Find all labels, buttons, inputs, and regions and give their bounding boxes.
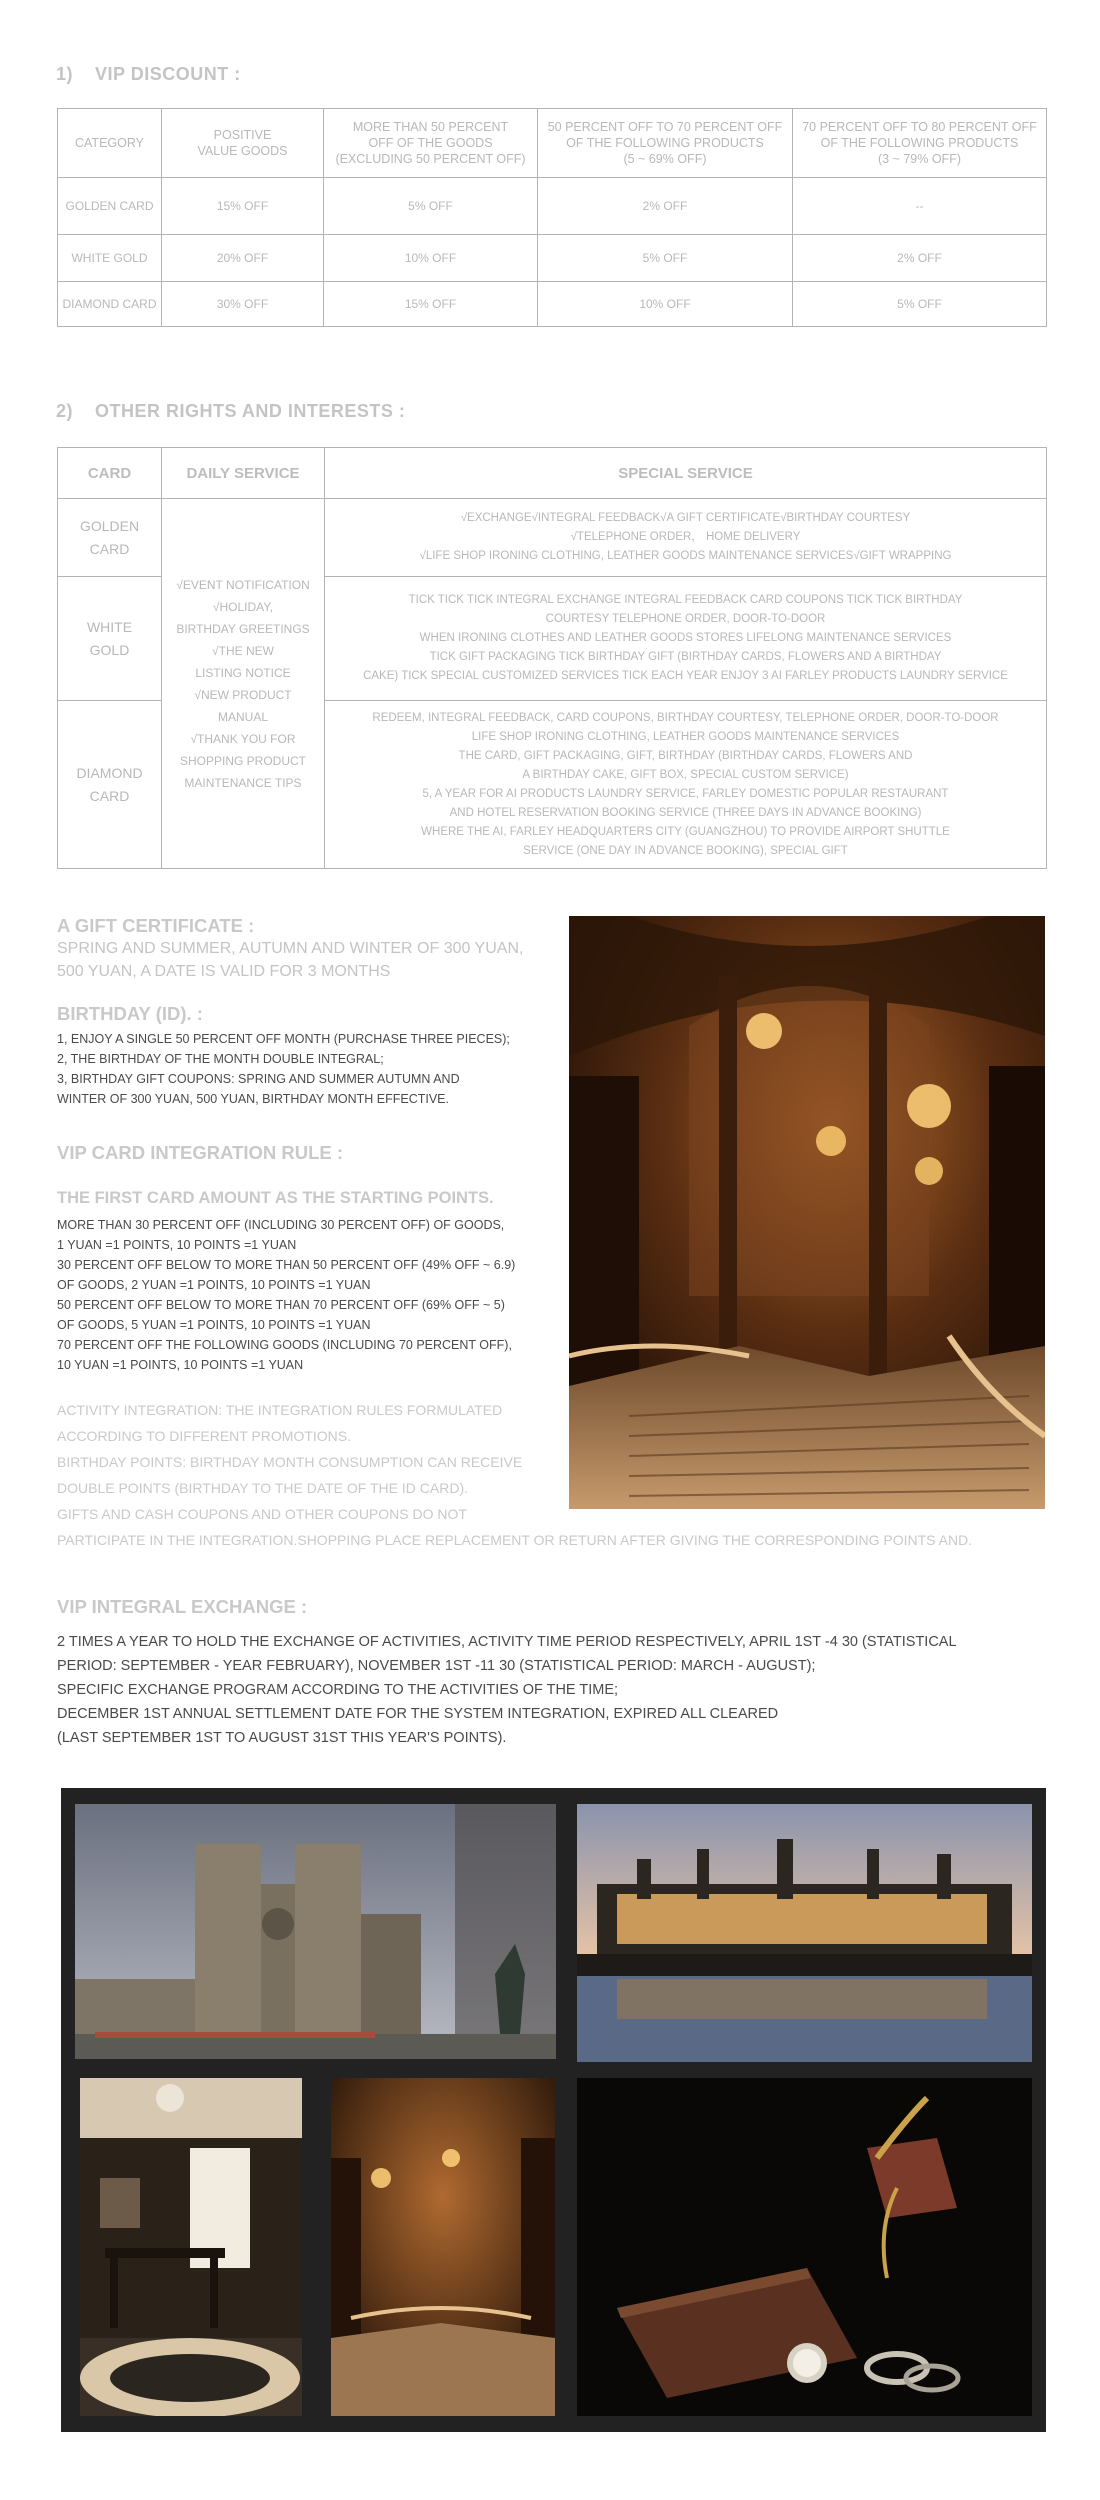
table-cell: 10% OFF bbox=[538, 282, 793, 327]
section-number: 1) bbox=[56, 64, 74, 84]
integral-exchange-title: VIP INTEGRAL EXCHANGE : bbox=[57, 1596, 308, 1617]
section-title: VIP DISCOUNT : bbox=[95, 64, 241, 84]
opera-staircase-photo bbox=[569, 916, 1045, 1509]
table-header-row bbox=[58, 109, 1047, 178]
integral-exchange-text: 2 TIMES A YEAR TO HOLD THE EXCHANGE OF ACTIVITIES, ACTIVITY TIME PERIOD RESPECTIVELY, APRIL 1ST -4 30 (STATISTICAL PERIOD: SEPTEMBER - YEAR FEBRUARY), NOVEMBER 1ST -11 30 (STATISTICAL PERIOD: MARCH - AUGUST); SPECIFIC EXCHANGE PROGRAM ACCORDING TO THE ACTIVITIES OF THE TIME; DECEMBER 1ST ANNUAL SETTLEMENT DATE FOR THE SYSTEM INTEGRATION, EXPIRED ALL CLEARED (LAST SEPTEMBER 1ST TO AUGUST 31ST THIS YEAR'S POINTS). bbox=[57, 1634, 957, 1746]
other-rights-heading bbox=[56, 401, 405, 422]
table-cell: 20% OFF bbox=[162, 235, 324, 282]
still-life-illustration bbox=[577, 2078, 1032, 2416]
table-header-cell: 70 PERCENT OFF TO 80 PERCENT OFF OF THE FOLLOWING PRODUCTS (3 ~ 79% OFF) bbox=[793, 109, 1047, 178]
opera-small-illustration bbox=[331, 2078, 555, 2416]
special-service-cell: TICK TICK TICK INTEGRAL EXCHANGE INTEGRAL FEEDBACK CARD COUPONS TICK TICK BIRTHDAY COURTESY TELEPHONE ORDER, DOOR-TO-DOOR WHEN IRONING CLOTHES AND LEATHER GOODS STORES LIFELONG MAINTENANCE SERVICES TICK GIFT PACKAGING TICK BIRTHDAY GIFT (BIRTHDAY CARDS, FLOWERS AND A BIRTHDAY CAKE) TICK SPECIAL CUSTOMIZED SERVICES TICK EACH YEAR ENJOY 3 AI FARLEY PRODUCTS LAUNDRY SERVICE bbox=[325, 577, 1047, 701]
table-cell: 2% OFF bbox=[538, 178, 793, 235]
table-header-cell: DAILY SERVICE bbox=[162, 448, 325, 499]
opera-staircase-illustration bbox=[569, 916, 1045, 1509]
table-header-cell: CARD bbox=[58, 448, 162, 499]
interior-room-photo bbox=[80, 2078, 302, 2416]
table-header-row bbox=[58, 448, 1047, 499]
daily-service-cell: √EVENT NOTIFICATION √HOLIDAY, BIRTHDAY GREETINGS √THE NEW LISTING NOTICE √NEW PRODUCT MANUAL √THANK YOU FOR SHOPPING PRODUCT MAINTENANCE TIPS bbox=[162, 499, 325, 869]
birthday-title: BIRTHDAY (ID). : bbox=[57, 1003, 203, 1024]
table-cell: 2% OFF bbox=[793, 235, 1047, 282]
table-cell: GOLDEN CARD bbox=[58, 178, 162, 235]
integration-rule-text: MORE THAN 30 PERCENT OFF (INCLUDING 30 PERCENT OFF) OF GOODS, 1 YUAN =1 POINTS, 10 POINTS =1 YUAN 30 PERCENT OFF BELOW TO MORE THAN 50 PERCENT OFF (49% OFF ~ 6.9) OF GOODS, 2 YUAN =1 POINTS, 10 POINTS =1 YUAN 50 PERCENT OFF BELOW TO MORE THAN 70 PERCENT OFF (69% OFF ~ 5) OF GOODS, 5 YUAN =1 POINTS, 10 POINTS =1 YUAN 70 PERCENT OFF THE FOLLOWING GOODS (INCLUDING 70 PERCENT OFF), 10 YUAN =1 POINTS, 10 POINTS =1 YUAN bbox=[57, 1218, 516, 1372]
table-row bbox=[58, 499, 1047, 577]
integration-rule-title: VIP CARD INTEGRATION RULE : bbox=[57, 1142, 344, 1163]
table-cell: 15% OFF bbox=[324, 282, 538, 327]
table-cell: 15% OFF bbox=[162, 178, 324, 235]
cathedral-photo bbox=[75, 1804, 556, 2059]
table-header-cell: CATEGORY bbox=[58, 109, 162, 178]
other-rights-table bbox=[57, 447, 1047, 869]
vip-discount-heading bbox=[56, 64, 241, 85]
gift-certificate-title: A GIFT CERTIFICATE : bbox=[57, 915, 255, 936]
card-name-cell: DIAMOND CARD bbox=[58, 701, 162, 869]
table-header-cell: MORE THAN 50 PERCENT OFF OF THE GOODS (EXCLUDING 50 PERCENT OFF) bbox=[324, 109, 538, 178]
cathedral-illustration bbox=[75, 1804, 556, 2059]
table-cell: 10% OFF bbox=[324, 235, 538, 282]
table-header-cell: SPECIAL SERVICE bbox=[325, 448, 1047, 499]
photo-collage bbox=[61, 1788, 1046, 2432]
still-life-photo bbox=[577, 2078, 1032, 2416]
card-name-cell: WHITE GOLD bbox=[58, 577, 162, 701]
integration-rule-subtitle: THE FIRST CARD AMOUNT AS THE STARTING POINTS. bbox=[57, 1189, 494, 1207]
table-header-cell: POSITIVE VALUE GOODS bbox=[162, 109, 324, 178]
table-header-cell: 50 PERCENT OFF TO 70 PERCENT OFF OF THE FOLLOWING PRODUCTS (5 ~ 69% OFF) bbox=[538, 109, 793, 178]
table-cell: 5% OFF bbox=[538, 235, 793, 282]
special-service-cell: REDEEM, INTEGRAL FEEDBACK, CARD COUPONS, BIRTHDAY COURTESY, TELEPHONE ORDER, DOOR-TO-DOOR LIFE SHOP IRONING CLOTHING, LEATHER GOODS MAINTENANCE SERVICES THE CARD, GIFT PACKAGING, GIFT, BIRTHDAY (BIRTHDAY CARDS, FLOWERS AND A BIRTHDAY CAKE, GIFT BOX, SPECIAL CUSTOM SERVICE) 5, A YEAR FOR AI PRODUCTS LAUNDRY SERVICE, FARLEY DOMESTIC POPULAR RESTAURANT AND HOTEL RESERVATION BOOKING SERVICE (THREE DAYS IN ADVANCE BOOKING) WHERE THE AI, FARLEY HEADQUARTERS CITY (GUANGZHOU) TO PROVIDE AIRPORT SHUTTLE SERVICE (ONE DAY IN ADVANCE BOOKING), SPECIAL GIFT bbox=[325, 701, 1047, 869]
table-cell: 5% OFF bbox=[793, 282, 1047, 327]
table-cell: DIAMOND CARD bbox=[58, 282, 162, 327]
opera-small-photo bbox=[331, 2078, 555, 2416]
vip-discount-table bbox=[57, 108, 1047, 327]
table-cell: 30% OFF bbox=[162, 282, 324, 327]
section-number: 2) bbox=[56, 401, 74, 421]
integration-notes: ACTIVITY INTEGRATION: THE INTEGRATION RULES FORMULATED ACCORDING TO DIFFERENT PROMOTIONS. BIRTHDAY POINTS: BIRTHDAY MONTH CONSUMPTION CAN RECEIVE DOUBLE POINTS (BIRTHDAY TO THE DATE OF THE ID CARD). GIFTS AND CASH COUPONS AND OTHER COUPONS DO NOT PARTICIPATE IN THE INTEGRATION.SHOPPING PLACE REPLACEMENT OR RETURN AFTER GIVING THE CORRESPONDING POINTS AND. bbox=[57, 1402, 973, 1548]
chateau-photo bbox=[577, 1804, 1032, 2062]
gift-certificate-text: SPRING AND SUMMER, AUTUMN AND WINTER OF 300 YUAN, 500 YUAN, A DATE IS VALID FOR 3 MONTHS bbox=[57, 940, 524, 980]
table-cell: WHITE GOLD bbox=[58, 235, 162, 282]
special-service-cell: √EXCHANGE√INTEGRAL FEEDBACK√A GIFT CERTIFICATE√BIRTHDAY COURTESY √TELEPHONE ORDER， HOME DELIVERY √LIFE SHOP IRONING CLOTHING, LEATHER GOODS MAINTENANCE SERVICES√GIFT WRAPPING bbox=[325, 499, 1047, 577]
table-cell: -- bbox=[793, 178, 1047, 235]
table-row bbox=[58, 282, 1047, 327]
chateau-illustration bbox=[577, 1804, 1032, 2062]
birthday-text: 1, ENJOY A SINGLE 50 PERCENT OFF MONTH (PURCHASE THREE PIECES); 2, THE BIRTHDAY OF THE MONTH DOUBLE INTEGRAL; 3, BIRTHDAY GIFT COUPONS: SPRING AND SUMMER AUTUMN AND WINTER OF 300 YUAN, 500 YUAN, BIRTHDAY MONTH EFFECTIVE. bbox=[57, 1032, 510, 1106]
table-cell: 5% OFF bbox=[324, 178, 538, 235]
section-title: OTHER RIGHTS AND INTERESTS : bbox=[95, 401, 406, 421]
table-row bbox=[58, 178, 1047, 235]
interior-room-illustration bbox=[80, 2078, 302, 2416]
card-name-cell: GOLDEN CARD bbox=[58, 499, 162, 577]
table-row bbox=[58, 235, 1047, 282]
